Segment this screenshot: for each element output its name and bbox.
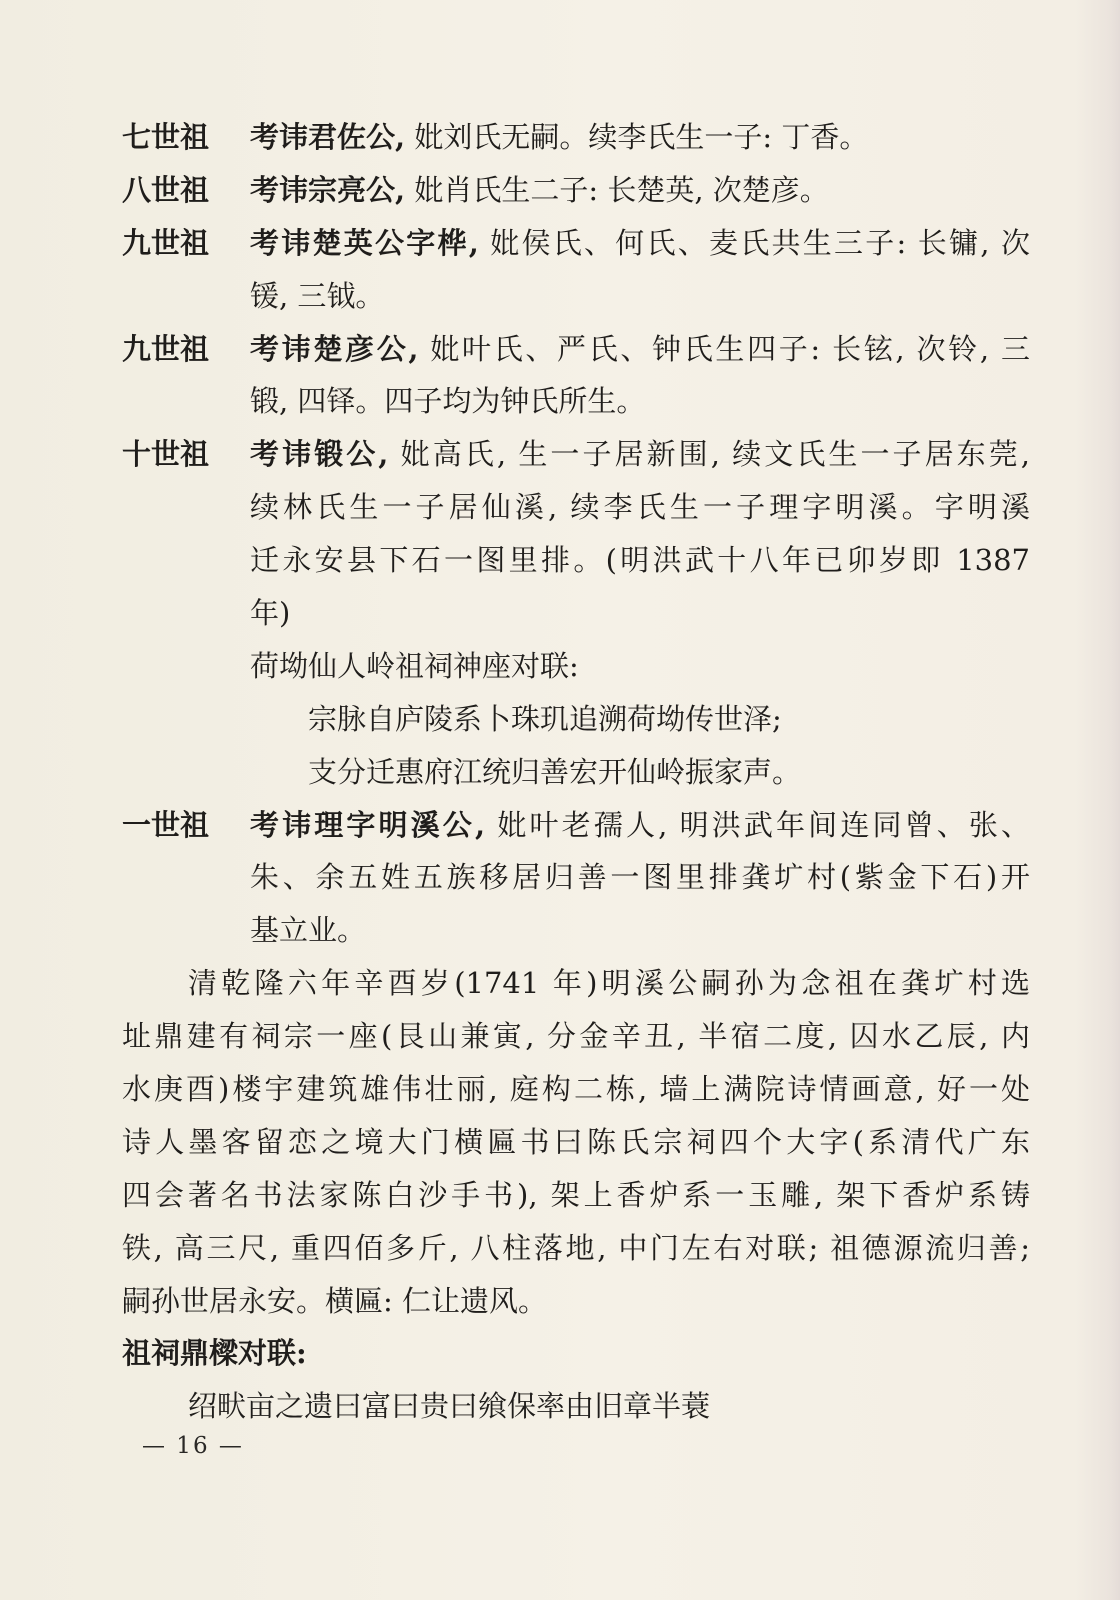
paragraph-line: 诗人墨客留恋之境大门横匾书曰陈氏宗祠四个大字(系清代广东 [122, 1124, 1030, 1159]
ancestor-name: 考讳君佐公, [250, 120, 406, 154]
entry-continuation-text: 基立业。 [250, 913, 367, 948]
paragraph-line: 四会著名书法家陈白沙手书), 架上香炉系一玉雕, 架下香炉系铸 [122, 1177, 1030, 1212]
generation-label: 十世祖 [122, 437, 210, 472]
paragraph-line: 清乾隆六年辛酉岁(1741 年)明溪公嗣孙为念祖在龚圹村选 [188, 966, 1030, 1001]
entry-detail: 妣侯氏、何氏、麦氏共生三子: 长镛, 次 [478, 225, 1030, 260]
entry-continuation-text: 朱、余五姓五族移居归善一图里排龚圹村(紫金下石)开 [250, 860, 1030, 895]
genealogy-row [122, 428, 1030, 481]
shrine-couplet-line: 支分迁惠府江统归善宏开仙岭振家声。 [308, 754, 802, 789]
genealogy-row [122, 217, 1030, 270]
page-body [122, 111, 1030, 1433]
generation-label: 九世祖 [122, 225, 210, 260]
entry-continuation [122, 904, 1030, 957]
entry-detail: 妣高氏, 生一子居新围, 续文氏生一子居东莞, [388, 437, 1030, 472]
ancestor-name: 考讳楚英公字桦, [250, 225, 479, 260]
entry-continuation [122, 851, 1030, 904]
entry-continuation-text: 续林氏生一子居仙溪, 续李氏生一子理字明溪。字明溪 [250, 490, 1030, 525]
paragraph-line: 嗣孙世居永安。横匾: 仁让遗风。 [122, 1283, 547, 1318]
beam-couplet-line: 绍畎亩之遗曰富曰贵曰飨保率由旧章半蓑 [188, 1389, 711, 1424]
entry-detail: 妣肖氏生二子: 长楚英, 次楚彦。 [405, 172, 829, 207]
shrine-couplet-title: 荷坳仙人岭祖祠神座对联: [250, 648, 579, 683]
entry-text [250, 111, 1030, 164]
entry-detail: 妣刘氏无嗣。续李氏生一子: 丁香。 [405, 120, 869, 154]
paragraph-line: 铁, 高三尺, 重四佰多斤, 八柱落地, 中门左右对联; 祖德源流归善; [122, 1230, 1030, 1265]
entry-text [250, 799, 1030, 852]
generation-label: 七世祖 [122, 120, 210, 154]
paragraph-line: 水庚酉)楼宇建筑雄伟壮丽, 庭构二栋, 墙上满院诗情画意, 好一处 [122, 1072, 1030, 1107]
entry-continuation [122, 534, 1030, 587]
entry-continuation [122, 587, 1030, 640]
genealogy-row [122, 111, 1030, 164]
entry-detail: 妣叶氏、严氏、钟氏生四子: 长铉, 次铃, 三 [418, 331, 1030, 366]
entry-continuation [122, 375, 1030, 428]
ancestor-name: 考讳锻公, [250, 437, 389, 472]
generation-label: 一世祖 [122, 807, 210, 842]
ancestor-name: 考讳楚彦公, [250, 331, 419, 366]
page-number: — 16 — [142, 1433, 244, 1459]
ancestor-name: 考讳理字明溪公, [250, 807, 486, 842]
genealogy-row [122, 799, 1030, 852]
entry-text [250, 164, 1030, 217]
shrine-couplet-line: 宗脉自庐陵系卜珠玑追溯荷坳传世泽; [308, 701, 782, 736]
entry-continuation-text: 锾, 三钺。 [250, 278, 385, 313]
generation-label: 九世祖 [122, 331, 210, 366]
beam-couplet-title: 祖祠鼎樑对联: [122, 1336, 307, 1371]
entry-text [250, 323, 1030, 376]
entry-continuation-text: 锻, 四铎。四子均为钟氏所生。 [250, 384, 646, 419]
entry-continuation [122, 481, 1030, 534]
entry-text [250, 217, 1030, 270]
paragraph-line: 址鼎建有祠宗一座(艮山兼寅, 分金辛丑, 半宿二度, 囚水乙辰, 内 [122, 1019, 1030, 1054]
ancestor-name: 考讳宗亮公, [250, 172, 406, 207]
entry-text [250, 428, 1030, 481]
entry-continuation-text: 迁永安县下石一图里排。(明洪武十八年已卯岁即 1387 [250, 543, 1030, 578]
entry-continuation [122, 270, 1030, 323]
genealogy-row [122, 164, 1030, 217]
entry-detail: 妣叶老孺人, 明洪武年间连同曾、张、 [485, 807, 1030, 842]
entry-continuation-text: 年) [250, 596, 291, 631]
generation-label: 八世祖 [122, 172, 210, 207]
genealogy-row [122, 323, 1030, 376]
